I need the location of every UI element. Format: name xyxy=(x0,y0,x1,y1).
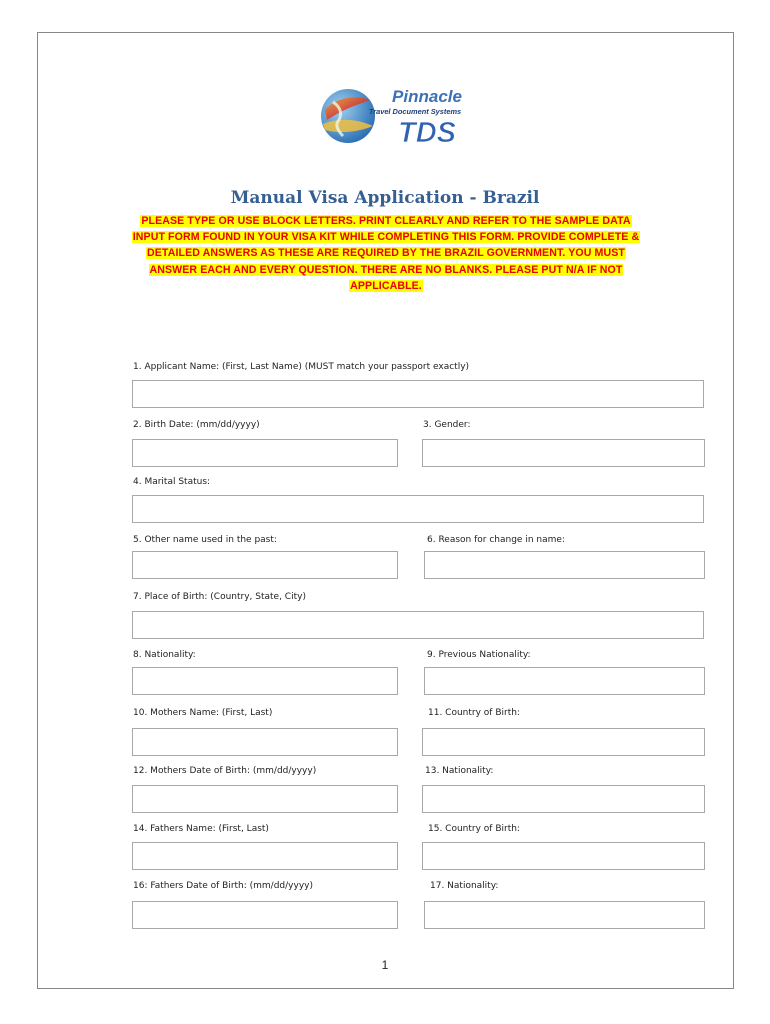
birth-date-field[interactable] xyxy=(132,439,398,467)
previous-nationality-field[interactable] xyxy=(424,667,705,695)
father-country-of-birth-label: 15. Country of Birth: xyxy=(428,824,520,834)
gender-field[interactable] xyxy=(422,439,705,467)
mothers-name-field[interactable] xyxy=(132,728,398,756)
form-title: Manual Visa Application - Brazil xyxy=(230,188,540,208)
mother-country-of-birth-label: 11. Country of Birth: xyxy=(428,708,520,718)
fathers-dob-field[interactable] xyxy=(132,901,398,929)
father-nationality-label: 17. Nationality: xyxy=(430,881,499,891)
mother-nationality-field[interactable] xyxy=(422,785,705,813)
reason-name-change-field[interactable] xyxy=(424,551,705,579)
logo-subtitle-text: Travel Document Systems xyxy=(368,107,462,116)
other-name-field[interactable] xyxy=(132,551,398,579)
marital-status-label: 4. Marital Status: xyxy=(133,477,211,487)
mothers-dob-field[interactable] xyxy=(132,785,398,813)
page-number: 1 xyxy=(381,958,389,972)
reason-name-change-label: 6. Reason for change in name: xyxy=(427,535,565,545)
instructions-notice-text: PLEASE TYPE OR USE BLOCK LETTERS. PRINT CLEARLY AND REFER TO THE SAMPLE DATA INPUT FORM FOUND IN YOUR VISA KIT WHILE COMPLETING THIS FORM. PROVIDE COMPLETE & DETAILED ANSWERS AS THESE ARE REQUIRED BY THE BRAZIL GOVERNMENT. YOU MUST ANSWER EACH AND EVERY QUESTION. THERE ARE NO BLANKS. PLEASE PUT N/A IF NOT APPLICABLE. xyxy=(132,215,640,292)
mother-country-of-birth-field[interactable] xyxy=(422,728,705,756)
previous-nationality-label: 9. Previous Nationality: xyxy=(427,650,531,660)
other-name-label: 5. Other name used in the past: xyxy=(133,535,277,545)
birth-date-label: 2. Birth Date: (mm/dd/yyyy) xyxy=(133,420,260,430)
instructions-notice xyxy=(128,213,644,294)
marital-status-field[interactable] xyxy=(132,495,704,523)
mothers-dob-label: 12. Mothers Date of Birth: (mm/dd/yyyy) xyxy=(133,766,317,776)
applicant-name-field[interactable] xyxy=(132,380,704,408)
father-nationality-field[interactable] xyxy=(424,901,705,929)
nationality-field[interactable] xyxy=(132,667,398,695)
mothers-name-label: 10. Mothers Name: (First, Last) xyxy=(133,708,273,718)
nationality-label: 8. Nationality: xyxy=(133,650,196,660)
father-country-of-birth-field[interactable] xyxy=(422,842,705,870)
pinnacle-tds-logo xyxy=(315,80,465,150)
fathers-name-label: 14. Fathers Name: (First, Last) xyxy=(133,824,269,834)
fathers-dob-label: 16: Fathers Date of Birth: (mm/dd/yyyy) xyxy=(133,881,313,891)
place-of-birth-label: 7. Place of Birth: (Country, State, City) xyxy=(133,592,306,602)
globe-logo-icon xyxy=(315,80,465,150)
mother-nationality-label: 13. Nationality: xyxy=(425,766,494,776)
applicant-name-label: 1. Applicant Name: (First, Last Name) (MUST match your passport exactly) xyxy=(133,362,470,372)
place-of-birth-field[interactable] xyxy=(132,611,704,639)
logo-mark-text: TDS xyxy=(398,117,456,149)
logo-brand-text: Pinnacle xyxy=(392,87,462,106)
fathers-name-field[interactable] xyxy=(132,842,398,870)
gender-label: 3. Gender: xyxy=(423,420,471,430)
